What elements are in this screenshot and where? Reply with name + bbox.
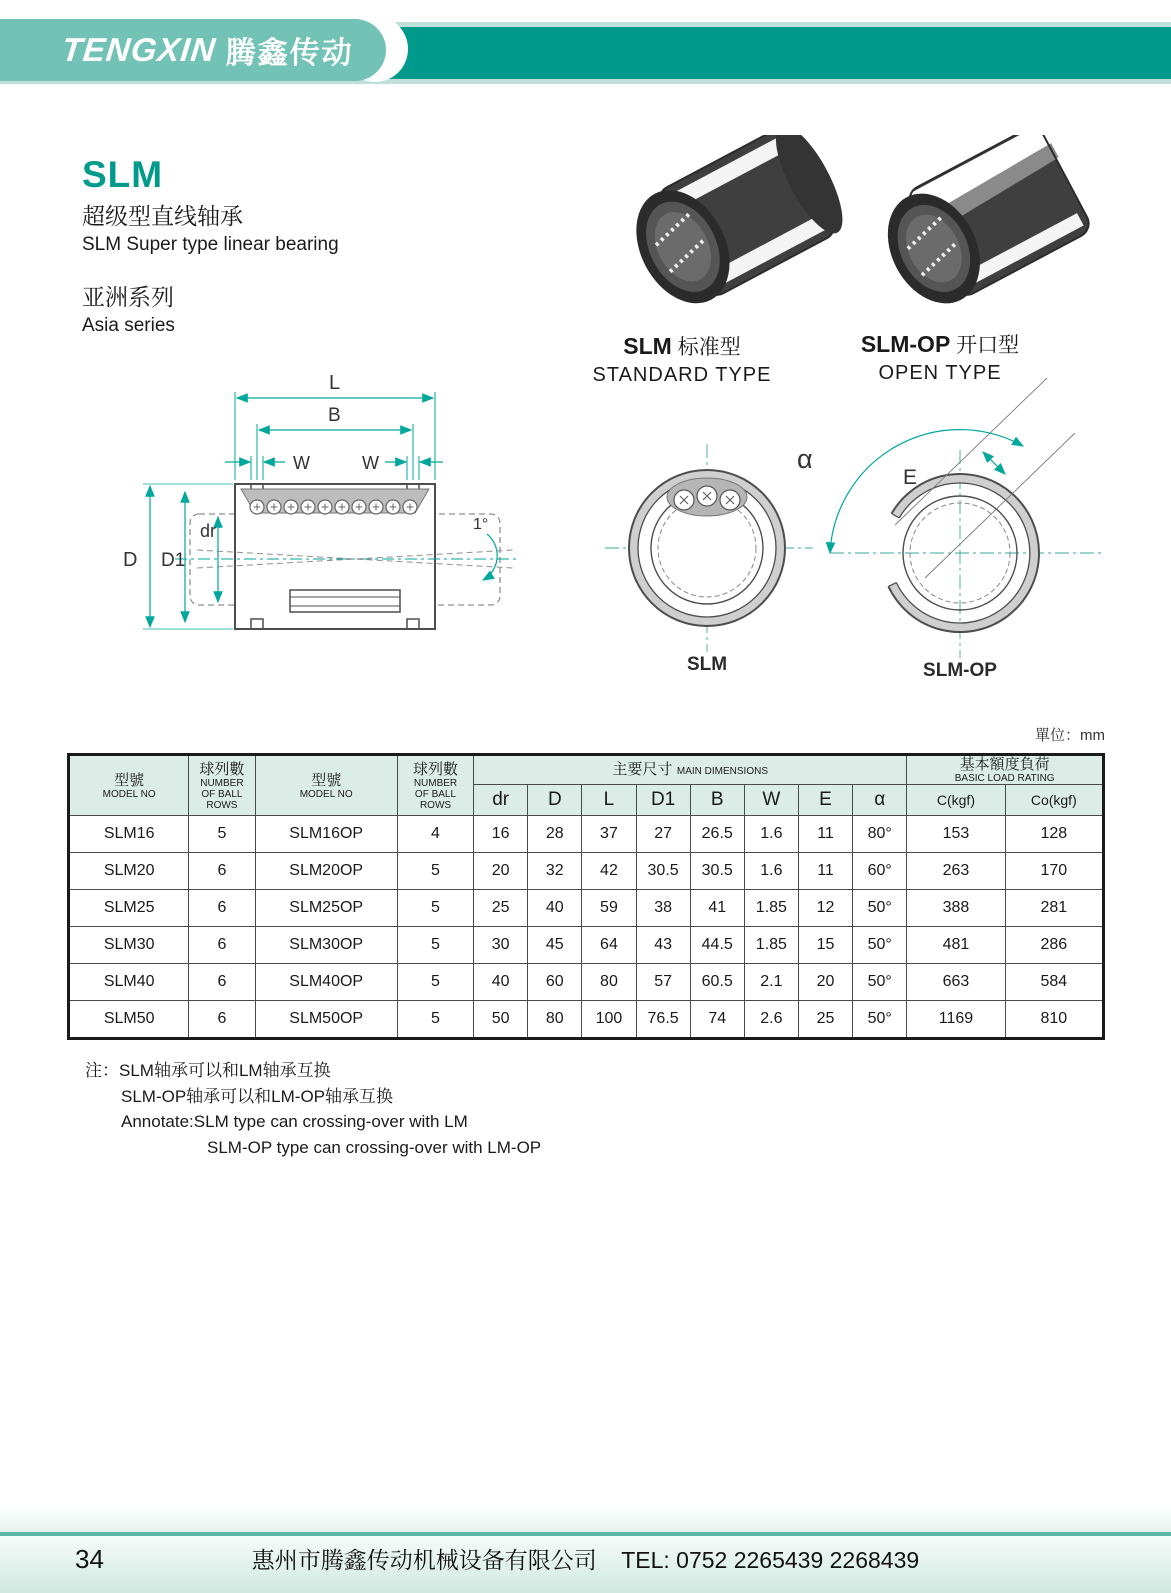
value-cell: 5	[397, 890, 473, 927]
value-cell: 11	[798, 816, 852, 853]
dim-label-B: B	[328, 405, 341, 426]
model-cell: SLM40	[69, 964, 189, 1001]
series-name-cn: 超级型直线轴承	[82, 203, 243, 230]
model-cell: SLM25OP	[255, 890, 397, 927]
value-cell: 263	[907, 853, 1005, 890]
col-L: L	[582, 785, 636, 816]
value-cell: 50	[474, 1001, 528, 1039]
col-model-2: 型號 MODEL NO	[255, 755, 397, 816]
keyway-slot	[290, 590, 400, 612]
col-dr: dr	[474, 785, 528, 816]
value-cell: 388	[907, 890, 1005, 927]
col-model-1: 型號 MODEL NO	[69, 755, 189, 816]
caption-open-en: OPEN TYPE	[878, 362, 1002, 384]
value-cell: 50°	[853, 1001, 907, 1039]
section-views-diagram	[585, 340, 1120, 690]
model-cell: SLM50OP	[255, 1001, 397, 1039]
value-cell: 74	[690, 1001, 744, 1039]
note-line-2: SLM-OP轴承可以和LM-OP轴承互换	[121, 1086, 394, 1106]
dim-label-D: D	[123, 549, 138, 571]
value-cell: 25	[798, 1001, 852, 1039]
col-D: D	[528, 785, 582, 816]
value-cell: 11	[798, 853, 852, 890]
footer-fade	[0, 1505, 1171, 1532]
spec-table	[67, 753, 1105, 1040]
table-row	[69, 816, 1104, 853]
caption-standard-cn: 标准型	[677, 336, 741, 359]
value-cell: 30	[474, 927, 528, 964]
col-C-kgf: C(kgf)	[907, 785, 1005, 816]
value-cell: 59	[582, 890, 636, 927]
dim-label-W-right: W	[362, 453, 379, 473]
value-cell: 30.5	[690, 853, 744, 890]
value-cell: 28	[528, 816, 582, 853]
value-cell: 40	[474, 964, 528, 1001]
value-cell: 15	[798, 927, 852, 964]
value-cell: 663	[907, 964, 1005, 1001]
value-cell: 26.5	[690, 816, 744, 853]
col-B: B	[690, 785, 744, 816]
caption-open-code: SLM-OP	[860, 331, 951, 357]
value-cell: 128	[1005, 816, 1103, 853]
value-cell: 60°	[853, 853, 907, 890]
model-cell: SLM20	[69, 853, 189, 890]
table-row	[69, 927, 1104, 964]
section-slm-op	[797, 378, 1105, 681]
product-photo-slm-op	[868, 135, 1097, 319]
value-cell: 100	[582, 1001, 636, 1039]
model-cell: SLM20OP	[255, 853, 397, 890]
note-line-3: Annotate:SLM type can crossing-over with LM	[121, 1112, 468, 1131]
table-row	[69, 890, 1104, 927]
model-cell: SLM30OP	[255, 927, 397, 964]
model-cell: SLM25	[69, 890, 189, 927]
col-D1: D1	[636, 785, 690, 816]
section-slm-op-label: SLM-OP	[923, 660, 997, 681]
col-E: E	[798, 785, 852, 816]
value-cell: 38	[636, 890, 690, 927]
unit-label: 單位：mm	[1035, 727, 1105, 744]
value-cell: 25	[474, 890, 528, 927]
value-cell: 57	[636, 964, 690, 1001]
value-cell: 16	[474, 816, 528, 853]
value-cell: 281	[1005, 890, 1103, 927]
value-cell: 170	[1005, 853, 1103, 890]
brand-logo	[0, 19, 386, 81]
model-cell: SLM50	[69, 1001, 189, 1039]
note-line-1: 注：SLM轴承可以和LM轴承互换	[85, 1061, 331, 1080]
caption-standard-en: STANDARD TYPE	[592, 364, 772, 386]
value-cell: 12	[798, 890, 852, 927]
value-cell: 64	[582, 927, 636, 964]
value-cell: 42	[582, 853, 636, 890]
dim-label-tilt: 1°	[473, 516, 489, 533]
dim-label-L: L	[329, 372, 341, 394]
value-cell: 1169	[907, 1001, 1005, 1039]
brand-logo-cn: 腾鑫传动	[225, 37, 354, 70]
value-cell: 584	[1005, 964, 1103, 1001]
company-tel: TEL: 0752 2265439 2268439	[621, 1547, 920, 1573]
value-cell: 5	[397, 927, 473, 964]
value-cell: 5	[397, 1001, 473, 1039]
col-group-main-dimensions: 主要尺寸 MAIN DIMENSIONS	[474, 755, 907, 785]
value-cell: 1.85	[744, 890, 798, 927]
dim-label-dr: dr	[200, 521, 217, 541]
header-row-1	[69, 755, 1104, 785]
table-row	[69, 853, 1104, 890]
model-cell: SLM16OP	[255, 816, 397, 853]
cross-section-diagram	[85, 362, 565, 662]
value-cell: 5	[397, 964, 473, 1001]
product-photo-slm	[618, 135, 855, 319]
dim-label-E: E	[903, 466, 918, 489]
table-row	[69, 964, 1104, 1001]
value-cell: 5	[397, 853, 473, 890]
value-cell: 5	[189, 816, 255, 853]
value-cell: 50°	[853, 927, 907, 964]
value-cell: 481	[907, 927, 1005, 964]
note-line-4: SLM-OP type can crossing-over with LM-OP	[207, 1137, 542, 1157]
section-slm-label: SLM	[686, 654, 728, 675]
value-cell: 2.1	[744, 964, 798, 1001]
region-cn: 亚洲系列	[82, 283, 174, 310]
value-cell: 50°	[853, 890, 907, 927]
col-group-load-rating: 基本額度負荷 BASIC LOAD RATING	[907, 755, 1104, 785]
value-cell: 43	[636, 927, 690, 964]
value-cell: 32	[528, 853, 582, 890]
value-cell: 153	[907, 816, 1005, 853]
value-cell: 2.6	[744, 1001, 798, 1039]
value-cell: 6	[189, 964, 255, 1001]
value-cell: 80	[528, 1001, 582, 1039]
footer-company-line	[0, 1542, 1171, 1575]
value-cell: 20	[798, 964, 852, 1001]
notes-block	[85, 1058, 541, 1160]
value-cell: 80	[582, 964, 636, 1001]
title-block	[82, 152, 339, 337]
value-cell: 6	[189, 927, 255, 964]
region-en: Asia series	[82, 314, 175, 336]
value-cell: 27	[636, 816, 690, 853]
spec-table-body	[69, 816, 1104, 1039]
value-cell: 76.5	[636, 1001, 690, 1039]
value-cell: 810	[1005, 1001, 1103, 1039]
col-Co-kgf: Co(kgf)	[1005, 785, 1103, 816]
value-cell: 4	[397, 816, 473, 853]
series-code: SLM	[82, 154, 164, 195]
col-alpha: α	[853, 785, 907, 816]
dim-label-alpha: α	[797, 444, 813, 474]
page-number: 34	[75, 1544, 104, 1574]
section-slm	[605, 444, 813, 675]
model-cell: SLM16	[69, 816, 189, 853]
value-cell: 6	[189, 1001, 255, 1039]
value-cell: 20	[474, 853, 528, 890]
model-cell: SLM30	[69, 927, 189, 964]
value-cell: 37	[582, 816, 636, 853]
value-cell: 40	[528, 890, 582, 927]
dim-label-W-left: W	[293, 453, 310, 473]
value-cell: 30.5	[636, 853, 690, 890]
col-W: W	[744, 785, 798, 816]
value-cell: 6	[189, 890, 255, 927]
value-cell: 60	[528, 964, 582, 1001]
series-name-en: SLM Super type linear bearing	[82, 234, 339, 255]
dim-label-D1: D1	[161, 550, 186, 571]
value-cell: 1.85	[744, 927, 798, 964]
col-ball-rows-1: 球列數 NUMBER OF BALL ROWS	[189, 755, 255, 816]
value-cell: 286	[1005, 927, 1103, 964]
table-row	[69, 1001, 1104, 1039]
value-cell: 44.5	[690, 927, 744, 964]
product-photos	[575, 135, 1125, 330]
value-cell: 6	[189, 853, 255, 890]
value-cell: 50°	[853, 964, 907, 1001]
value-cell: 60.5	[690, 964, 744, 1001]
caption-standard-code: SLM	[623, 333, 672, 359]
col-ball-rows-2: 球列數 NUMBER OF BALL ROWS	[397, 755, 473, 816]
value-cell: 41	[690, 890, 744, 927]
caption-open-cn: 开口型	[956, 334, 1020, 357]
company-name: 惠州市腾鑫传动机械设备有限公司	[251, 1547, 597, 1573]
value-cell: 45	[528, 927, 582, 964]
value-cell: 80°	[853, 816, 907, 853]
value-cell: 1.6	[744, 853, 798, 890]
brand-logo-en: TENGXIN	[60, 31, 218, 68]
model-cell: SLM40OP	[255, 964, 397, 1001]
value-cell: 1.6	[744, 816, 798, 853]
